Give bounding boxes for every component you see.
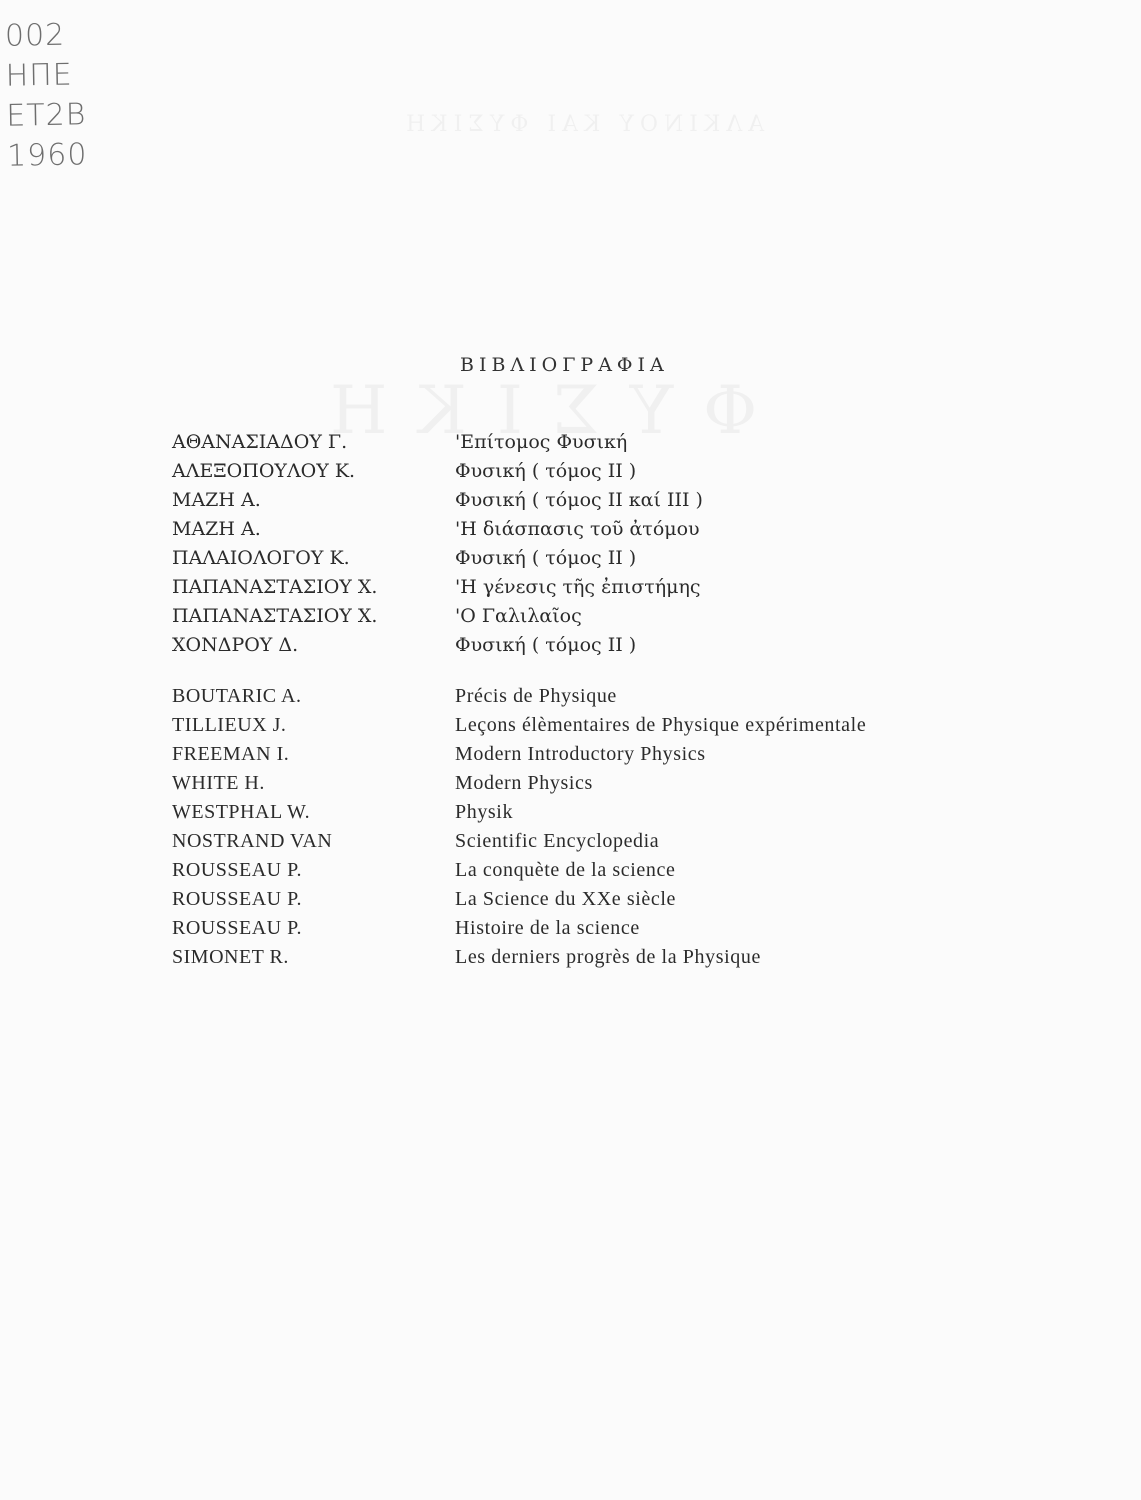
entry-title: Φυσική ( τόμος ΙΙ ): [455, 547, 637, 569]
entry-title: Φυσική ( τόμος ΙΙ καί ΙΙΙ ): [455, 489, 703, 511]
entry-title: Modern Physics: [455, 772, 593, 794]
bibliography-entry: [172, 544, 866, 573]
bibliography-entry: [172, 515, 866, 544]
foreign-bibliography: [172, 682, 866, 972]
entry-author: NOSTRAND VAN: [172, 830, 333, 852]
bibliography-list: [172, 428, 866, 972]
bibliography-entry: [172, 573, 866, 602]
bibliography-entry: [172, 457, 866, 486]
handwritten-shelfmark: [5, 15, 88, 176]
entry-title: Modern Introductory Physics: [455, 743, 706, 765]
entry-author: ROUSSEAU P.: [172, 917, 302, 939]
handnote-line: ΗΠΕ: [5, 57, 74, 94]
entry-author: FREEMAN I.: [172, 743, 290, 765]
entry-author: ΠΑΠΑΝΑΣΤΑΣΙΟΥ Χ.: [172, 576, 378, 598]
entry-author: ΑΘΑΝΑΣΙΑΔΟΥ Γ.: [172, 431, 348, 453]
bibliography-entry: [172, 856, 866, 885]
entry-title: 'Επίτομος Φυσική: [455, 431, 628, 453]
entry-title: La conquète de la science: [455, 859, 676, 881]
bibliography-entry: [172, 631, 866, 660]
bibliography-entry: [172, 682, 866, 711]
entry-title: 'Η διάσπασις τοῦ ἀτόμου: [455, 518, 700, 540]
entry-title: Leçons élèmentaires de Physique expérimentale: [455, 714, 867, 736]
entry-author: WESTPHAL W.: [172, 801, 311, 823]
entry-author: ΠΑΛΑΙΟΛΟΓΟΥ Κ.: [172, 547, 350, 569]
entry-author: ΜΑΖΗ Α.: [172, 489, 261, 511]
bibliography-entry: [172, 885, 866, 914]
entry-title: Précis de Physique: [455, 685, 617, 707]
entry-author: TILLIEUX J.: [172, 714, 287, 736]
entry-title: Physik: [455, 801, 514, 823]
entry-author: ΑΛΕΞΟΠΟΥΛΟΥ Κ.: [172, 460, 356, 482]
entry-title: Les derniers progrès de la Physique: [455, 946, 761, 968]
handnote-line: ΕΤ2Β: [6, 97, 87, 134]
entry-title: 'Ο Γαλιλαῖος: [455, 605, 582, 627]
entry-title: Φυσική ( τόμος ΙΙ ): [455, 460, 637, 482]
entry-title: Φυσική ( τόμος ΙΙ ): [455, 634, 637, 656]
entry-title: Histoire de la science: [455, 917, 640, 939]
entry-author: SIMONET R.: [172, 946, 289, 968]
entry-author: ROUSSEAU P.: [172, 888, 302, 910]
entry-author: WHITE H.: [172, 772, 265, 794]
entry-author: BOUTARIC A.: [172, 685, 302, 707]
bibliography-entry: [172, 798, 866, 827]
bibliography-entry: [172, 740, 866, 769]
bibliography-entry: [172, 827, 866, 856]
bleed-through-decoration: [400, 112, 764, 137]
handnote-line: 1960: [6, 137, 88, 174]
greek-bibliography: [172, 428, 866, 660]
bibliography-entry: [172, 914, 866, 943]
entry-author: ROUSSEAU P.: [172, 859, 302, 881]
entry-title: La Science du XXe siècle: [455, 888, 676, 910]
entry-title: 'Η γένεσις τῆς ἐπιστήμης: [455, 576, 701, 598]
bibliography-entry: [172, 428, 866, 457]
bibliography-entry: [172, 943, 866, 972]
bibliography-entry: [172, 711, 866, 740]
entry-author: ΠΑΠΑΝΑΣΤΑΣΙΟΥ Χ.: [172, 605, 378, 627]
bibliography-entry: [172, 602, 866, 631]
section-gap: [172, 660, 866, 682]
handnote-line: 002: [4, 17, 66, 54]
entry-author: ΧΟΝΔΡΟΥ Δ.: [172, 634, 299, 656]
bibliography-entry: [172, 486, 866, 515]
bibliography-entry: [172, 769, 866, 798]
page-title: ΒΙΒΛΙΟΓΡΑΦΙΑ: [460, 354, 669, 376]
entry-title: Scientific Encyclopedia: [455, 830, 660, 852]
entry-author: ΜΑΖΗ Α.: [172, 518, 261, 540]
